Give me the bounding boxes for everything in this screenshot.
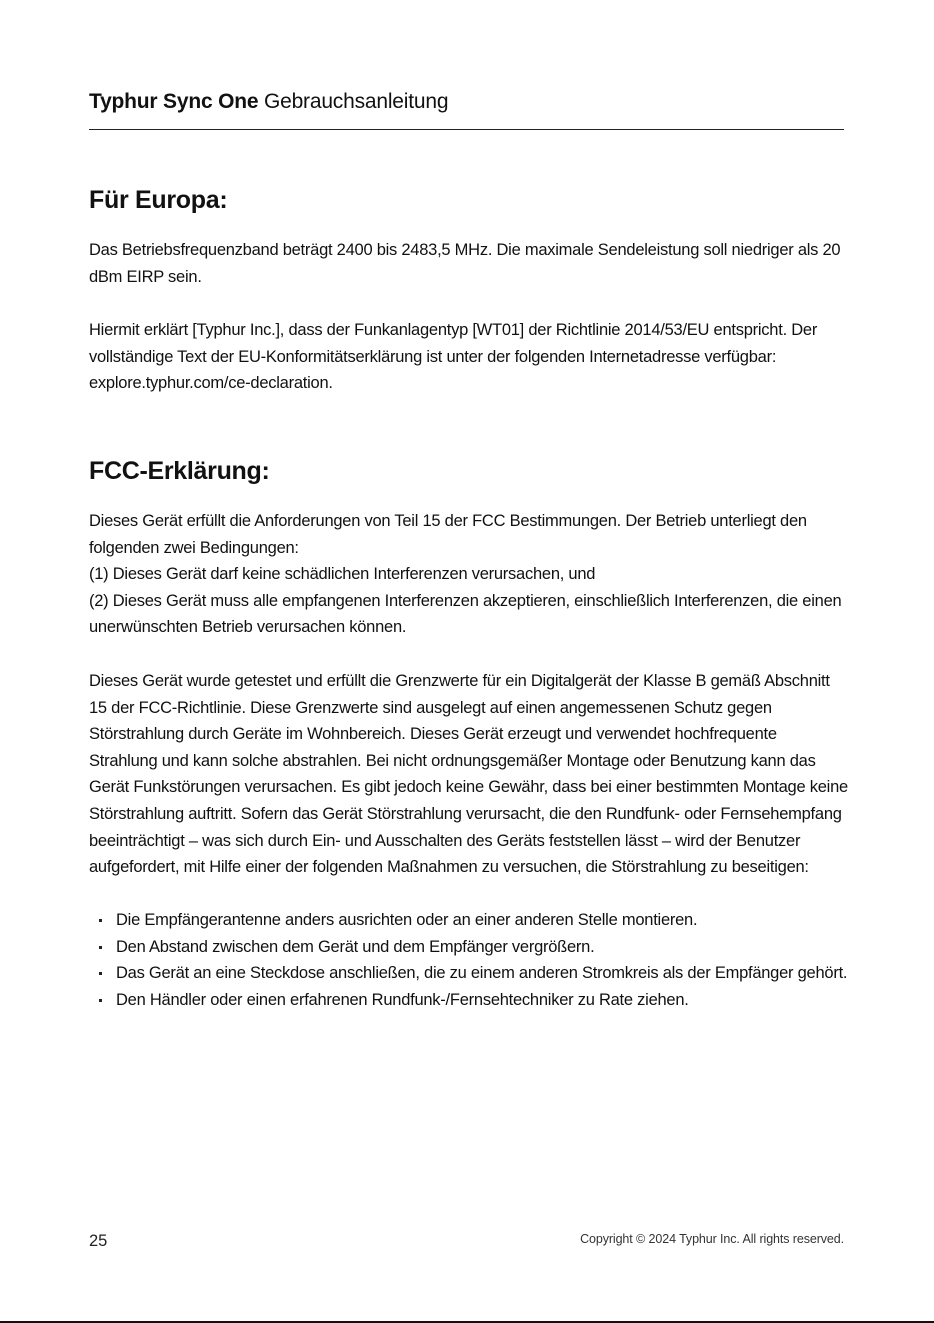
europe-paragraph-1: Das Betriebsfrequenzband beträgt 2400 bis 2483,5 MHz. Die maximale Sendeleistung soll niedriger als 20 dBm EIRP sein. xyxy=(89,241,841,286)
header-brand: Typhur Sync One xyxy=(89,90,259,113)
header-subtitle: Gebrauchsanleitung xyxy=(263,90,449,113)
bullet-icon xyxy=(99,919,102,922)
europe-section-title: Für Europa: xyxy=(89,186,228,214)
page-number: 25 xyxy=(89,1232,108,1250)
header-divider xyxy=(89,129,844,130)
copyright-notice: Copyright © 2024 Typhur Inc. All rights reserved. xyxy=(580,1232,844,1246)
bullet-icon xyxy=(99,946,102,949)
fcc-condition-2: (2) Dieses Gerät muss alle empfangenen Interferenzen akzeptieren, einschließlich Interferenzen, die einen unerwünschten Betrieb verursachen können. xyxy=(89,591,842,637)
europe-paragraph-2: Hiermit erklärt [Typhur Inc.], dass der Funkanlagentyp [WT01] der Richtlinie 2014/53/EU entspricht. Der vollständige Text der EU-Konformitätserklärung ist unter der folgenden Internetadresse verfügbar: explore.typhur.com/ce-declaration. xyxy=(89,321,818,393)
list-item xyxy=(89,934,849,961)
bullet-icon xyxy=(99,972,102,975)
list-item xyxy=(89,987,849,1014)
bullet-icon xyxy=(99,999,102,1002)
list-item xyxy=(89,907,849,934)
list-item-text: Die Empfängerantenne anders ausrichten oder an einer anderen Stelle montieren. xyxy=(116,911,698,929)
list-item-text: Den Händler oder einen erfahrenen Rundfunk-/Fernsehtechniker zu Rate ziehen. xyxy=(116,990,689,1009)
fcc-conditions-intro: Dieses Gerät erfüllt die Anforderungen von Teil 15 der FCC Bestimmungen. Der Betrieb unterliegt den folgenden zwei Bedingungen: xyxy=(89,512,807,557)
fcc-section-title: FCC-Erklärung: xyxy=(89,457,270,485)
list-item xyxy=(89,960,849,987)
fcc-paragraph-2: Dieses Gerät wurde getestet und erfüllt die Grenzwerte für ein Digitalgerät der Klasse B gemäß Abschnitt 15 der FCC-Richtlinie. Diese Grenzwerte sind ausgelegt auf einen angemessenen Schutz gegen Störstrahlung durch Geräte im Wohnbereich. Dieses Gerät erzeugt und verwendet hochfrequente Strahlung und kann solche abstrahlen. Bei nicht ordnungsgemäßer Montage oder Benutzung kann das Gerät Funkstörungen verursachen. Es gibt jedoch keine Gewähr, dass bei einer bestimmten Montage keine Störstrahlung auftritt. Sofern das Gerät Störstrahlung verursacht, die den Rundfunk- oder Fernsehempfang beeinträchtigt – was sich durch Ein- und Ausschalten des Geräts feststellen lässt – wird der Benutzer aufgefordert, mit Hilfe einer der folgenden Maßnahmen zu versuchen, die Störstrahlung zu beseitigen: xyxy=(89,672,848,877)
page-header xyxy=(89,88,844,116)
fcc-measures-list xyxy=(89,907,849,1013)
fcc-condition-1: (1) Dieses Gerät darf keine schädlichen Interferenzen verursachen, und xyxy=(89,565,596,584)
list-item-text: Den Abstand zwischen dem Gerät und dem Empfänger vergrößern. xyxy=(116,937,595,956)
fcc-paragraph-1 xyxy=(89,508,849,641)
list-item-text: Das Gerät an eine Steckdose anschließen, die zu einem anderen Stromkreis als der Empfänger gehört. xyxy=(116,964,848,983)
